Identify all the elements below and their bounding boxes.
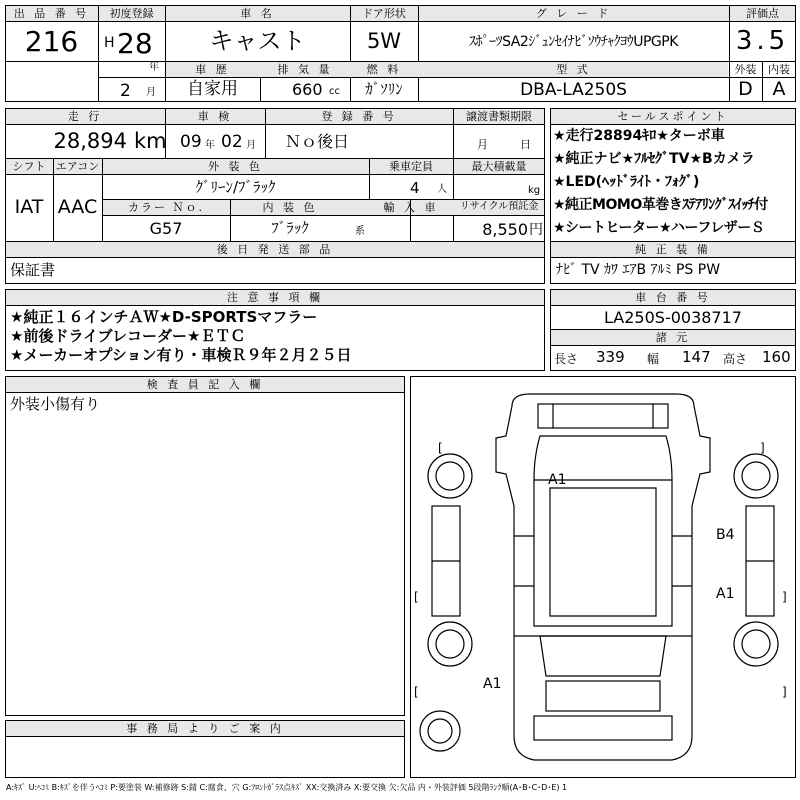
exterior-label: 外装 [734,63,757,76]
grade-label: グ レ ー ド [535,7,612,20]
max-load-label: 最大積載量 [471,160,527,173]
cc-unit: cc [329,86,340,97]
int-color: ﾌﾞﾗｯｸ [271,219,309,237]
shift-label: シフト [12,160,46,173]
inspector-notes: 外装小傷有り [10,395,101,413]
year-unit: 年 [149,62,159,73]
model: DBA-LA250S [520,80,627,100]
height-label: 高さ [723,352,748,366]
int-color-unit: 系 [355,226,365,237]
svg-text:]: ] [782,685,787,699]
exterior-grade: D [738,78,753,100]
sales-item: ★純正MOMO革巻きｽﾃｱﾘﾝｸﾞｽｲｯﾁ付 [553,197,768,213]
note-item: ★メーカーオプション有り・車検Ｒ９年２月２５日 [10,346,352,364]
reg-month: 2 [120,81,131,101]
color-no: G57 [149,219,183,238]
capacity: 4 [410,179,420,197]
displacement: 660 [292,80,323,99]
reg-no-label: 登 録 番 号 [321,110,397,123]
dims-label: 諸 元 [655,331,691,344]
damage-mark: A1 [716,586,735,602]
later-parts: 保証書 [10,261,56,279]
score-label: 評価点 [746,7,779,20]
ext-color: ｸﾞﾘｰﾝ/ﾌﾞﾗｯｸ [195,178,276,196]
length-label: 長さ [554,352,579,366]
office-label: 事 務 局 よ り ご 案 内 [126,722,284,735]
reg-no: Ｎｏ後日 [285,132,350,151]
interior-grade: A [772,78,786,100]
shift: IAT [14,196,44,218]
fuel: ｶﾞｿﾘﾝ [365,80,403,98]
damage-mark: B4 [716,527,735,543]
grade: ｽﾎﾟｰﾂSA2ｼﾞｭﾝｾｲﾅﾋﾞｿｳﾁｬｸﾖｳUPGPK [469,34,678,50]
inspection-month: 02 [221,132,243,152]
legend: A:ｷｽﾞ U:ﾍｺﾐ B:ｷｽﾞを伴うﾍｺﾐ P:要塗装 W:補修跡 S:錆 C:腐食、穴 G:ﾌﾛﾝﾄｶﾞﾗｽ点ｷｽﾞ XX:交換済み X:要交換 欠:欠品 内・外装評価 5段階ﾗﾝｸ順(A･B･C･D･E) 1 [6,783,568,792]
score: 3.5 [735,26,790,56]
transfer-day: 日 [520,138,531,151]
reg-year: 28 [117,27,153,60]
recycle-label: リサイクル預託金 [459,201,539,212]
inspection-month-unit: 月 [246,140,256,151]
capacity-label: 乗車定員 [389,160,433,173]
inspection-label: 車 検 [197,110,233,123]
interior-label: 内装 [768,63,790,76]
length: 339 [596,348,625,366]
int-color-label: 内 装 色 [262,201,318,214]
note-item: ★前後ドライブレコーダー★ＥＴＣ [10,327,246,345]
height: 160 [762,348,791,366]
damage-mark: A1 [548,472,567,488]
recycle-unit: 円 [529,222,543,238]
displacement-label: 排 気 量 [277,63,333,76]
car-name-label: 車 名 [240,7,275,20]
mileage: 28,894 [53,129,127,153]
inspector-section [5,376,405,716]
color-no-label: カラー Ｎｏ. [128,201,204,214]
equip-label: 純 正 装 備 [635,243,711,256]
era: H [104,35,115,51]
recycle-fee: 8,550 [482,220,528,239]
model-label: 型 式 [556,63,591,76]
svg-text:[: [ [414,590,419,604]
ext-color-label: 外 装 色 [208,160,263,173]
sales-item: ★走行28894ｷﾛ★ターボ車 [553,128,725,144]
mileage-label: 走 行 [67,110,103,123]
inspection-year: 09 [180,132,202,152]
transfer-label: 譲渡書類期限 [466,110,532,123]
width: 147 [682,348,711,366]
transfer-month: 月 [477,138,488,151]
fuel-label: 燃 料 [366,63,402,76]
capacity-unit: 人 [437,184,447,195]
car-outline [410,376,796,778]
lot-number: 216 [24,25,79,58]
lot-label: 出 品 番 号 [13,7,90,20]
svg-text:[: [ [438,441,443,455]
month-unit: 月 [146,87,156,98]
width-label: 幅 [647,352,660,366]
damage-mark: A1 [483,676,502,692]
mileage-unit: km [134,129,167,153]
notes-label: 注 意 事 項 欄 [227,291,323,304]
history-label: 車 歴 [195,63,230,76]
car-name: キャスト [209,27,306,55]
svg-text:]: ] [782,590,787,604]
sales-label: セールスポイント [617,110,729,123]
history: 自家用 [187,79,238,99]
equipment: ﾅﾋﾞ TV ｶﾜ ｴｱB ｱﾙﾐ PS PW [556,262,721,278]
inspection-year-unit: 年 [205,140,215,151]
chassis-number: LA250S-0038717 [604,308,742,327]
sales-item: ★LED(ﾍｯﾄﾞﾗｲﾄ・ﾌｫｸﾞ) [553,174,700,190]
door-type: 5W [366,29,402,53]
sales-item: ★純正ナビ★ﾌﾙｾｸﾞTV★Bカメラ [553,151,755,167]
ac-label: エアコン [55,160,100,173]
later-label: 後 日 発 送 部 品 [216,243,334,256]
max-load-unit: kg [528,185,541,196]
first-reg-label: 初度登録 [109,7,154,20]
door-label: ドア形状 [362,7,406,20]
inspector-label: 検 査 員 記 入 欄 [146,378,264,391]
svg-text:]: ] [760,441,765,455]
ac: AAC [57,196,98,218]
svg-text:[: [ [414,685,419,699]
note-item: ★純正１６インチＡＷ★D-SPORTSマフラー [10,308,318,326]
import-label: 輸 入 車 [383,201,439,214]
sales-item: ★シートヒーター★ハーフレザーＳ [553,220,765,236]
chassis-label: 車 台 番 号 [635,291,711,304]
